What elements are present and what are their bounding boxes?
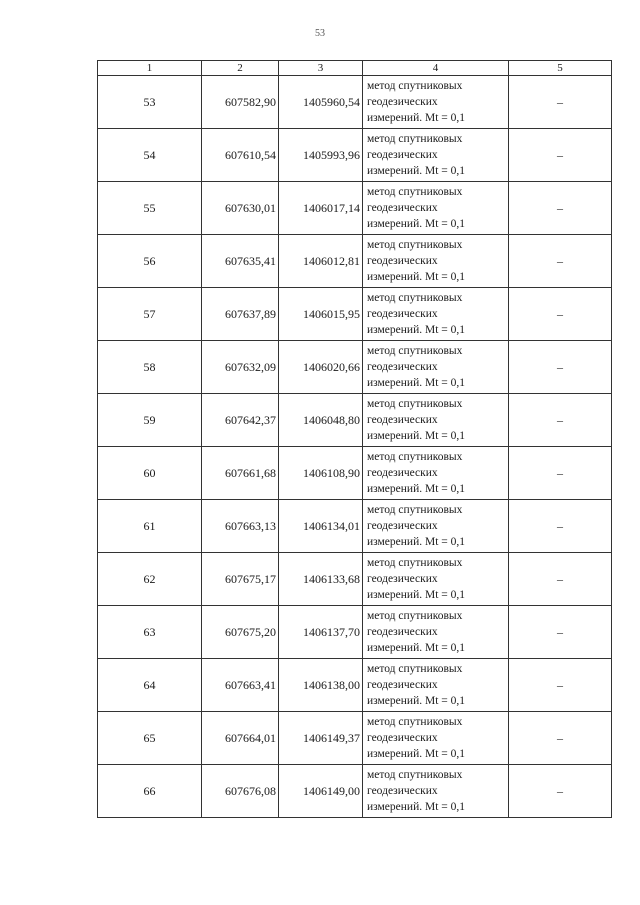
method-line: метод спутниковых	[367, 663, 463, 675]
y-coordinate-cell: 1405960,54	[279, 76, 363, 129]
method-line: геодезических	[367, 626, 438, 638]
note-cell: –	[509, 500, 612, 553]
method-line: измерений. Mt = 0,1	[367, 377, 466, 389]
method-line: геодезических	[367, 96, 438, 108]
y-coordinate-cell: 1406020,66	[279, 341, 363, 394]
y-coordinate-cell: 1406149,37	[279, 712, 363, 765]
method-line: метод спутниковых	[367, 398, 463, 410]
table-row	[98, 553, 612, 606]
note-cell: –	[509, 182, 612, 235]
point-number-cell: 58	[98, 341, 202, 394]
point-number-cell: 63	[98, 606, 202, 659]
x-coordinate-cell: 607630,01	[202, 182, 279, 235]
y-coordinate-cell: 1406149,00	[279, 765, 363, 818]
table-row	[98, 341, 612, 394]
table-row	[98, 129, 612, 182]
method-line: метод спутниковых	[367, 451, 463, 463]
method-line: измерений. Mt = 0,1	[367, 695, 466, 707]
method-line: геодезических	[367, 202, 438, 214]
table-row	[98, 765, 612, 818]
x-coordinate-cell: 607664,01	[202, 712, 279, 765]
point-number-cell: 54	[98, 129, 202, 182]
table-row	[98, 288, 612, 341]
method-cell	[363, 182, 509, 235]
x-coordinate-cell: 607637,89	[202, 288, 279, 341]
note-cell: –	[509, 712, 612, 765]
point-number-cell: 61	[98, 500, 202, 553]
y-coordinate-cell: 1406012,81	[279, 235, 363, 288]
header-cell-3: 3	[279, 61, 363, 76]
point-number-cell: 53	[98, 76, 202, 129]
method-line: метод спутниковых	[367, 504, 463, 516]
table-row	[98, 76, 612, 129]
table-row	[98, 394, 612, 447]
method-cell	[363, 447, 509, 500]
method-cell	[363, 129, 509, 182]
y-coordinate-cell: 1406048,80	[279, 394, 363, 447]
method-cell	[363, 765, 509, 818]
method-line: измерений. Mt = 0,1	[367, 483, 466, 495]
method-line: геодезических	[367, 414, 438, 426]
method-cell	[363, 235, 509, 288]
method-cell	[363, 394, 509, 447]
method-line: геодезических	[367, 308, 438, 320]
method-line: измерений. Mt = 0,1	[367, 748, 466, 760]
method-cell	[363, 341, 509, 394]
note-cell: –	[509, 341, 612, 394]
note-cell: –	[509, 553, 612, 606]
y-coordinate-cell: 1406137,70	[279, 606, 363, 659]
header-cell-4: 4	[363, 61, 509, 76]
x-coordinate-cell: 607675,20	[202, 606, 279, 659]
method-line: метод спутниковых	[367, 716, 463, 728]
header-cell-5: 5	[509, 61, 612, 76]
point-number-cell: 59	[98, 394, 202, 447]
method-line: измерений. Mt = 0,1	[367, 589, 466, 601]
point-number-cell: 65	[98, 712, 202, 765]
method-cell	[363, 76, 509, 129]
method-line: геодезических	[367, 361, 438, 373]
method-line: измерений. Mt = 0,1	[367, 271, 466, 283]
page-number: 53	[315, 28, 325, 39]
y-coordinate-cell: 1406133,68	[279, 553, 363, 606]
table-row	[98, 447, 612, 500]
method-line: метод спутниковых	[367, 557, 463, 569]
method-line: геодезических	[367, 255, 438, 267]
x-coordinate-cell: 607663,13	[202, 500, 279, 553]
method-line: метод спутниковых	[367, 80, 463, 92]
point-number-cell: 55	[98, 182, 202, 235]
method-cell	[363, 500, 509, 553]
note-cell: –	[509, 606, 612, 659]
method-line: измерений. Mt = 0,1	[367, 430, 466, 442]
table-row	[98, 182, 612, 235]
x-coordinate-cell: 607632,09	[202, 341, 279, 394]
note-cell: –	[509, 659, 612, 712]
x-coordinate-cell: 607610,54	[202, 129, 279, 182]
method-cell	[363, 288, 509, 341]
point-number-cell: 66	[98, 765, 202, 818]
coordinates-table	[97, 60, 612, 818]
method-line: измерений. Mt = 0,1	[367, 112, 466, 124]
table-body	[98, 76, 612, 818]
y-coordinate-cell: 1405993,96	[279, 129, 363, 182]
method-line: геодезических	[367, 520, 438, 532]
method-line: измерений. Mt = 0,1	[367, 218, 466, 230]
method-cell	[363, 659, 509, 712]
x-coordinate-cell: 607582,90	[202, 76, 279, 129]
method-line: метод спутниковых	[367, 345, 463, 357]
point-number-cell: 56	[98, 235, 202, 288]
x-coordinate-cell: 607661,68	[202, 447, 279, 500]
header-row	[98, 61, 612, 76]
table-row	[98, 712, 612, 765]
table-row	[98, 235, 612, 288]
method-line: измерений. Mt = 0,1	[367, 801, 466, 813]
method-line: метод спутниковых	[367, 292, 463, 304]
method-line: измерений. Mt = 0,1	[367, 324, 466, 336]
x-coordinate-cell: 607635,41	[202, 235, 279, 288]
x-coordinate-cell: 607676,08	[202, 765, 279, 818]
method-line: метод спутниковых	[367, 186, 463, 198]
method-line: метод спутниковых	[367, 769, 463, 781]
note-cell: –	[509, 76, 612, 129]
method-line: измерений. Mt = 0,1	[367, 165, 466, 177]
y-coordinate-cell: 1406015,95	[279, 288, 363, 341]
table-row	[98, 500, 612, 553]
method-cell	[363, 553, 509, 606]
method-cell	[363, 606, 509, 659]
note-cell: –	[509, 288, 612, 341]
header-cell-2: 2	[202, 61, 279, 76]
method-line: геодезических	[367, 149, 438, 161]
table-row	[98, 659, 612, 712]
point-number-cell: 62	[98, 553, 202, 606]
method-line: метод спутниковых	[367, 133, 463, 145]
method-line: геодезических	[367, 573, 438, 585]
point-number-cell: 57	[98, 288, 202, 341]
x-coordinate-cell: 607663,41	[202, 659, 279, 712]
method-line: геодезических	[367, 785, 438, 797]
method-line: метод спутниковых	[367, 239, 463, 251]
note-cell: –	[509, 129, 612, 182]
table-row	[98, 606, 612, 659]
y-coordinate-cell: 1406108,90	[279, 447, 363, 500]
header-cell-1: 1	[98, 61, 202, 76]
point-number-cell: 60	[98, 447, 202, 500]
method-line: геодезических	[367, 679, 438, 691]
method-line: измерений. Mt = 0,1	[367, 642, 466, 654]
note-cell: –	[509, 447, 612, 500]
method-line: метод спутниковых	[367, 610, 463, 622]
note-cell: –	[509, 765, 612, 818]
method-line: геодезических	[367, 732, 438, 744]
method-line: измерений. Mt = 0,1	[367, 536, 466, 548]
method-line: геодезических	[367, 467, 438, 479]
y-coordinate-cell: 1406138,00	[279, 659, 363, 712]
note-cell: –	[509, 235, 612, 288]
method-cell	[363, 712, 509, 765]
point-number-cell: 64	[98, 659, 202, 712]
y-coordinate-cell: 1406134,01	[279, 500, 363, 553]
x-coordinate-cell: 607675,17	[202, 553, 279, 606]
x-coordinate-cell: 607642,37	[202, 394, 279, 447]
y-coordinate-cell: 1406017,14	[279, 182, 363, 235]
note-cell: –	[509, 394, 612, 447]
